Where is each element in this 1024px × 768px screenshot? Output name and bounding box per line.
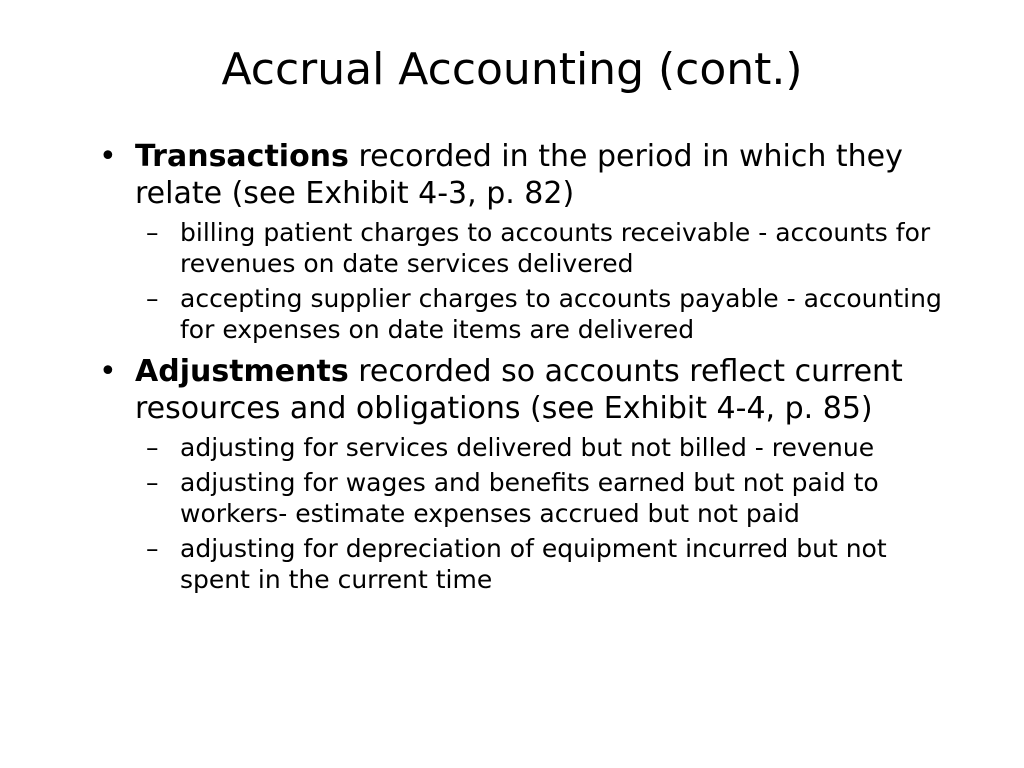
dash-icon: – (146, 218, 159, 247)
bullet-dot-icon: • (99, 139, 117, 174)
sub-bullet-text: billing patient charges to accounts receivable - accounts for revenues on date services delivered (180, 218, 931, 278)
sub-bullet-text: adjusting for services delivered but not billed - revenue (180, 433, 875, 462)
dash-icon: – (146, 284, 159, 313)
sub-bullet (96, 283, 956, 345)
bullet-adjustments (96, 353, 956, 427)
dash-icon: – (146, 468, 159, 497)
bullet-text: recorded in the period in which they relate (see Exhibit 4-3, p. 82) (135, 139, 903, 211)
dash-icon: – (146, 433, 159, 462)
sub-bullet-text: accepting supplier charges to accounts payable - accounting for expenses on date items are delivered (180, 284, 942, 344)
slide-body (96, 138, 956, 599)
sub-bullet (96, 467, 956, 529)
slide-title: Accrual Accounting (cont.) (221, 44, 803, 95)
bullet-heading: Transactions (135, 139, 349, 174)
sub-bullet (96, 217, 956, 279)
dash-icon: – (146, 534, 159, 563)
sub-bullet (96, 432, 956, 463)
bullet-text: recorded so accounts reflect current resources and obligations (see Exhibit 4-4, p. 85) (135, 354, 903, 426)
sub-bullet-text: adjusting for depreciation of equipment incurred but not spent in the current time (180, 534, 887, 594)
sub-bullet-text: adjusting for wages and benefits earned but not paid to workers- estimate expenses accrued but not paid (180, 468, 879, 528)
sub-bullet (96, 533, 956, 595)
bullet-transactions (96, 138, 956, 212)
bullet-dot-icon: • (99, 354, 117, 389)
bullet-heading: Adjustments (135, 354, 349, 389)
